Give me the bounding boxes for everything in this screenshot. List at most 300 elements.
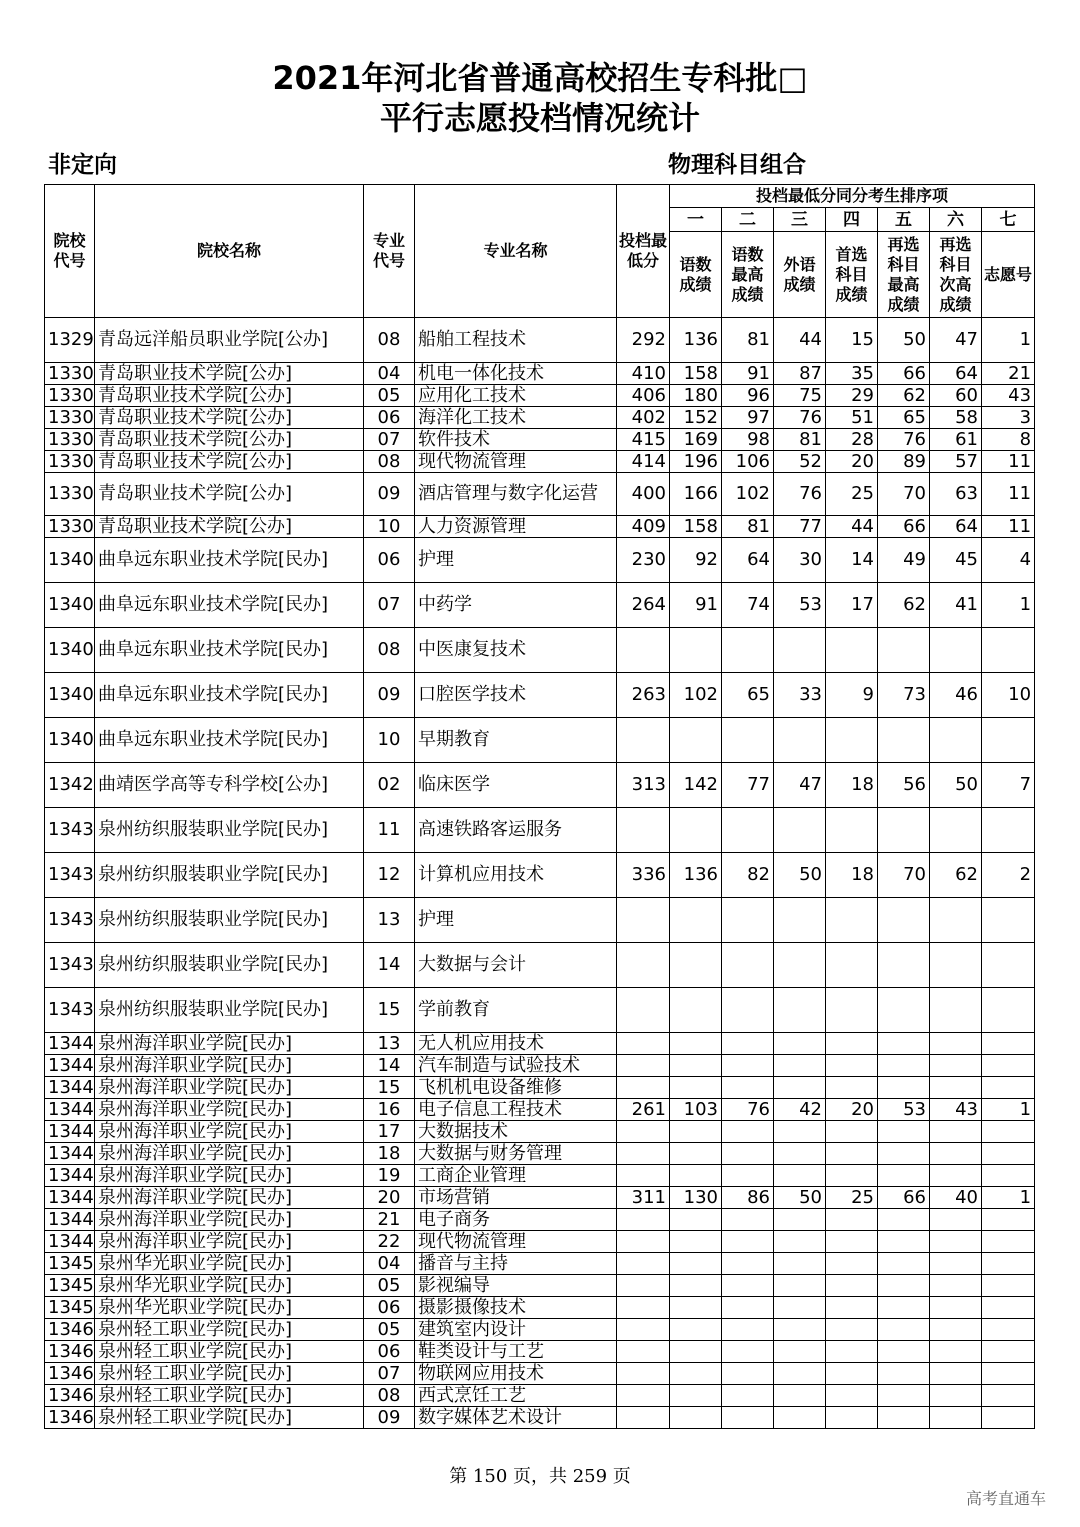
sort-value-cell — [774, 718, 826, 763]
sort-value-cell — [774, 1231, 826, 1253]
table-row — [45, 451, 1035, 473]
major-code-cell: 08 — [364, 451, 415, 473]
min-score-cell: 264 — [617, 583, 670, 628]
sort-value-cell: 70 — [878, 853, 930, 898]
sort-value-cell: 25 — [826, 1187, 878, 1209]
sort-value-cell — [930, 1341, 982, 1363]
sort-value-cell: 50 — [774, 1187, 826, 1209]
sort-value-cell — [722, 1363, 774, 1385]
sort-value-cell — [930, 943, 982, 988]
header-school-code: 院校代号 — [45, 185, 95, 318]
table-row — [45, 1187, 1035, 1209]
table-row — [45, 429, 1035, 451]
major-name-cell: 电子商务 — [415, 1209, 617, 1231]
major-name-cell: 工商企业管理 — [415, 1165, 617, 1187]
sort-value-cell: 52 — [774, 451, 826, 473]
sort-value-cell: 10 — [982, 673, 1035, 718]
sort-value-cell — [982, 988, 1035, 1033]
sort-value-cell: 86 — [722, 1187, 774, 1209]
major-name-cell: 人力资源管理 — [415, 516, 617, 538]
sort-value-cell — [722, 1231, 774, 1253]
sort-value-cell: 1 — [982, 318, 1035, 363]
sort-value-cell: 7 — [982, 763, 1035, 808]
sort-value-cell: 43 — [930, 1099, 982, 1121]
sort-value-cell — [670, 1121, 722, 1143]
table-row — [45, 1033, 1035, 1055]
major-code-cell: 13 — [364, 1033, 415, 1055]
subject-combination-label: 物理科目组合 — [668, 152, 806, 178]
school-code-cell: 1330 — [45, 407, 95, 429]
major-code-cell: 02 — [364, 763, 415, 808]
category-label: 非定向 — [48, 152, 117, 178]
school-name-cell: 泉州纺织服装职业学院[民办] — [95, 853, 364, 898]
sort-value-cell: 65 — [722, 673, 774, 718]
table-row — [45, 1363, 1035, 1385]
sort-value-cell — [722, 1209, 774, 1231]
major-code-cell: 05 — [364, 385, 415, 407]
major-name-cell: 大数据技术 — [415, 1121, 617, 1143]
sort-value-cell: 20 — [826, 1099, 878, 1121]
sort-value-cell — [982, 1143, 1035, 1165]
min-score-cell — [617, 1033, 670, 1055]
major-name-cell: 影视编导 — [415, 1275, 617, 1297]
sort-value-cell — [930, 1297, 982, 1319]
school-name-cell: 泉州海洋职业学院[民办] — [95, 1187, 364, 1209]
page-title-line2: 平行志愿投档情况统计 — [379, 99, 700, 137]
sort-value-cell: 74 — [722, 583, 774, 628]
header-order-1: 一 — [670, 208, 722, 232]
sort-value-cell — [826, 1341, 878, 1363]
sort-value-cell — [826, 1033, 878, 1055]
sort-value-cell: 75 — [774, 385, 826, 407]
table-row — [45, 673, 1035, 718]
min-score-cell — [617, 1407, 670, 1429]
table-row — [45, 385, 1035, 407]
sort-value-cell — [722, 1143, 774, 1165]
min-score-cell — [617, 1165, 670, 1187]
major-name-cell: 护理 — [415, 898, 617, 943]
sort-value-cell: 62 — [930, 853, 982, 898]
sort-value-cell — [878, 1341, 930, 1363]
major-name-cell: 飞机机电设备维修 — [415, 1077, 617, 1099]
sort-value-cell: 43 — [982, 385, 1035, 407]
school-name-cell: 泉州海洋职业学院[民办] — [95, 1077, 364, 1099]
school-code-cell: 1344 — [45, 1187, 95, 1209]
school-name-cell: 泉州轻工职业学院[民办] — [95, 1319, 364, 1341]
school-name-cell: 泉州华光职业学院[民办] — [95, 1253, 364, 1275]
min-score-cell — [617, 988, 670, 1033]
sort-value-cell: 21 — [982, 363, 1035, 385]
school-name-cell: 泉州海洋职业学院[民办] — [95, 1033, 364, 1055]
min-score-cell — [617, 898, 670, 943]
major-code-cell: 17 — [364, 1121, 415, 1143]
school-name-cell: 泉州华光职业学院[民办] — [95, 1275, 364, 1297]
sort-value-cell: 35 — [826, 363, 878, 385]
major-name-cell: 大数据与财务管理 — [415, 1143, 617, 1165]
school-code-cell: 1344 — [45, 1209, 95, 1231]
major-name-cell: 播音与主持 — [415, 1253, 617, 1275]
sort-value-cell — [826, 1385, 878, 1407]
sort-value-cell: 81 — [722, 318, 774, 363]
sort-value-cell — [774, 1363, 826, 1385]
school-code-cell: 1329 — [45, 318, 95, 363]
school-name-cell: 曲靖医学高等专科学校[公办] — [95, 763, 364, 808]
sort-value-cell — [826, 988, 878, 1033]
sort-value-cell — [670, 1143, 722, 1165]
sort-value-cell: 66 — [878, 1187, 930, 1209]
school-code-cell: 1344 — [45, 1077, 95, 1099]
school-code-cell: 1346 — [45, 1319, 95, 1341]
sort-value-cell: 103 — [670, 1099, 722, 1121]
min-score-cell — [617, 1055, 670, 1077]
major-code-cell: 08 — [364, 1385, 415, 1407]
sort-value-cell — [722, 1341, 774, 1363]
sort-value-cell: 70 — [878, 473, 930, 516]
sort-value-cell — [982, 1341, 1035, 1363]
school-name-cell: 泉州纺织服装职业学院[民办] — [95, 943, 364, 988]
major-name-cell: 现代物流管理 — [415, 1231, 617, 1253]
school-name-cell: 泉州轻工职业学院[民办] — [95, 1385, 364, 1407]
table-row — [45, 988, 1035, 1033]
sort-value-cell: 102 — [722, 473, 774, 516]
table-row — [45, 1055, 1035, 1077]
sort-value-cell — [722, 808, 774, 853]
table-row — [45, 1275, 1035, 1297]
sort-value-cell: 9 — [826, 673, 878, 718]
major-name-cell: 西式烹饪工艺 — [415, 1385, 617, 1407]
sort-value-cell: 166 — [670, 473, 722, 516]
major-name-cell: 应用化工技术 — [415, 385, 617, 407]
min-score-cell — [617, 1341, 670, 1363]
school-name-cell: 泉州轻工职业学院[民办] — [95, 1363, 364, 1385]
school-code-cell: 1344 — [45, 1231, 95, 1253]
school-code-cell: 1344 — [45, 1121, 95, 1143]
sort-value-cell — [774, 1121, 826, 1143]
major-name-cell: 口腔医学技术 — [415, 673, 617, 718]
sort-value-cell: 65 — [878, 407, 930, 429]
sort-value-cell: 158 — [670, 516, 722, 538]
table-row — [45, 1077, 1035, 1099]
sort-value-cell — [722, 1165, 774, 1187]
school-code-cell: 1330 — [45, 451, 95, 473]
sort-value-cell — [774, 1209, 826, 1231]
sort-value-cell: 42 — [774, 1099, 826, 1121]
sort-value-cell: 18 — [826, 853, 878, 898]
school-code-cell: 1343 — [45, 808, 95, 853]
sort-value-cell: 102 — [670, 673, 722, 718]
sort-value-cell — [670, 1385, 722, 1407]
sort-value-cell — [670, 1275, 722, 1297]
major-code-cell: 07 — [364, 1363, 415, 1385]
sort-value-cell — [878, 1231, 930, 1253]
sort-value-cell — [722, 1407, 774, 1429]
sort-value-cell: 30 — [774, 538, 826, 583]
major-code-cell: 12 — [364, 853, 415, 898]
sort-value-cell: 136 — [670, 318, 722, 363]
school-name-cell: 泉州海洋职业学院[民办] — [95, 1143, 364, 1165]
header-sort-item-1: 语数成绩 — [670, 232, 722, 318]
sort-value-cell — [878, 1275, 930, 1297]
sort-value-cell — [670, 1319, 722, 1341]
header-order-5: 五 — [878, 208, 930, 232]
school-name-cell: 泉州纺织服装职业学院[民办] — [95, 988, 364, 1033]
sort-value-cell: 44 — [826, 516, 878, 538]
sort-value-cell: 15 — [826, 318, 878, 363]
sort-value-cell: 40 — [930, 1187, 982, 1209]
min-score-cell — [617, 808, 670, 853]
sort-value-cell — [670, 1055, 722, 1077]
major-code-cell: 14 — [364, 1055, 415, 1077]
major-name-cell: 早期教育 — [415, 718, 617, 763]
sort-value-cell — [930, 988, 982, 1033]
sort-value-cell: 98 — [722, 429, 774, 451]
major-name-cell: 建筑室内设计 — [415, 1319, 617, 1341]
sort-value-cell — [982, 1231, 1035, 1253]
school-code-cell: 1330 — [45, 473, 95, 516]
sort-value-cell — [878, 1407, 930, 1429]
school-name-cell: 泉州轻工职业学院[民办] — [95, 1407, 364, 1429]
sort-value-cell: 50 — [878, 318, 930, 363]
header-sort-item-5: 再选科目最高成绩 — [878, 232, 930, 318]
sort-value-cell: 46 — [930, 673, 982, 718]
sort-value-cell — [982, 1363, 1035, 1385]
sort-value-cell: 91 — [722, 363, 774, 385]
header-sort-item-2: 语数最高成绩 — [722, 232, 774, 318]
sort-value-cell — [826, 1297, 878, 1319]
table-row — [45, 898, 1035, 943]
sort-value-cell — [930, 1319, 982, 1341]
table-row — [45, 516, 1035, 538]
sort-value-cell: 1 — [982, 1187, 1035, 1209]
school-name-cell: 曲阜远东职业技术学院[民办] — [95, 538, 364, 583]
sort-value-cell — [982, 628, 1035, 673]
sort-value-cell — [774, 1385, 826, 1407]
school-name-cell: 泉州海洋职业学院[民办] — [95, 1209, 364, 1231]
table-row — [45, 583, 1035, 628]
sort-value-cell — [774, 1077, 826, 1099]
school-code-cell: 1343 — [45, 988, 95, 1033]
sort-value-cell: 76 — [774, 407, 826, 429]
sort-value-cell: 82 — [722, 853, 774, 898]
sort-value-cell — [774, 1407, 826, 1429]
sort-value-cell: 28 — [826, 429, 878, 451]
school-code-cell: 1330 — [45, 429, 95, 451]
school-code-cell: 1344 — [45, 1033, 95, 1055]
sort-value-cell — [826, 1165, 878, 1187]
major-name-cell: 物联网应用技术 — [415, 1363, 617, 1385]
sort-value-cell — [826, 718, 878, 763]
sort-value-cell: 1 — [982, 1099, 1035, 1121]
major-code-cell: 06 — [364, 1297, 415, 1319]
major-code-cell: 20 — [364, 1187, 415, 1209]
min-score-cell: 402 — [617, 407, 670, 429]
school-code-cell: 1344 — [45, 1099, 95, 1121]
sort-value-cell: 17 — [826, 583, 878, 628]
sort-value-cell: 106 — [722, 451, 774, 473]
sort-value-cell: 87 — [774, 363, 826, 385]
sort-value-cell — [878, 1121, 930, 1143]
sort-value-cell: 180 — [670, 385, 722, 407]
major-code-cell: 09 — [364, 473, 415, 516]
sort-value-cell — [722, 898, 774, 943]
sort-value-cell — [774, 1297, 826, 1319]
major-code-cell: 19 — [364, 1165, 415, 1187]
school-code-cell: 1340 — [45, 718, 95, 763]
sort-value-cell — [774, 898, 826, 943]
sort-value-cell — [930, 1077, 982, 1099]
major-code-cell: 11 — [364, 808, 415, 853]
sort-value-cell: 11 — [982, 451, 1035, 473]
sort-value-cell — [826, 1209, 878, 1231]
min-score-cell: 400 — [617, 473, 670, 516]
sort-value-cell: 58 — [930, 407, 982, 429]
sort-value-cell: 76 — [774, 473, 826, 516]
table-row — [45, 363, 1035, 385]
sort-value-cell — [982, 1407, 1035, 1429]
sort-value-cell — [826, 628, 878, 673]
sort-value-cell — [982, 1385, 1035, 1407]
school-code-cell: 1343 — [45, 898, 95, 943]
sort-value-cell — [982, 898, 1035, 943]
major-code-cell: 15 — [364, 988, 415, 1033]
major-name-cell: 软件技术 — [415, 429, 617, 451]
min-score-cell: 410 — [617, 363, 670, 385]
sort-value-cell: 8 — [982, 429, 1035, 451]
major-name-cell: 高速铁路客运服务 — [415, 808, 617, 853]
school-code-cell: 1340 — [45, 673, 95, 718]
sort-value-cell: 96 — [722, 385, 774, 407]
sort-value-cell — [878, 1253, 930, 1275]
table-row — [45, 718, 1035, 763]
sort-value-cell: 64 — [930, 363, 982, 385]
header-tiebreak-group: 投档最低分同分考生排序项 — [670, 185, 1035, 208]
sort-value-cell — [722, 1055, 774, 1077]
school-code-cell: 1344 — [45, 1165, 95, 1187]
sort-value-cell — [670, 1077, 722, 1099]
school-code-cell: 1346 — [45, 1407, 95, 1429]
header-order-4: 四 — [826, 208, 878, 232]
min-score-cell — [617, 1143, 670, 1165]
sort-value-cell: 53 — [878, 1099, 930, 1121]
sort-value-cell — [878, 628, 930, 673]
sort-value-cell: 77 — [722, 763, 774, 808]
sort-value-cell — [670, 718, 722, 763]
sort-value-cell — [670, 808, 722, 853]
sort-value-cell — [722, 943, 774, 988]
table-row — [45, 1341, 1035, 1363]
sort-value-cell: 51 — [826, 407, 878, 429]
sort-value-cell — [878, 808, 930, 853]
sort-value-cell: 66 — [878, 516, 930, 538]
sort-value-cell — [982, 1319, 1035, 1341]
sort-value-cell — [826, 808, 878, 853]
sort-value-cell — [826, 1275, 878, 1297]
sort-value-cell — [930, 1143, 982, 1165]
sort-value-cell — [930, 1385, 982, 1407]
major-code-cell: 06 — [364, 538, 415, 583]
min-score-cell — [617, 943, 670, 988]
min-score-cell: 261 — [617, 1099, 670, 1121]
header-order-2: 二 — [722, 208, 774, 232]
table-header — [45, 185, 1035, 318]
sort-value-cell — [774, 1143, 826, 1165]
sort-value-cell — [982, 1297, 1035, 1319]
table-row — [45, 1209, 1035, 1231]
sort-value-cell — [878, 1055, 930, 1077]
major-name-cell: 中医康复技术 — [415, 628, 617, 673]
major-name-cell: 市场营销 — [415, 1187, 617, 1209]
header-order-3: 三 — [774, 208, 826, 232]
sort-value-cell — [774, 988, 826, 1033]
sort-value-cell — [826, 943, 878, 988]
sort-value-cell: 130 — [670, 1187, 722, 1209]
sort-value-cell — [930, 1209, 982, 1231]
major-code-cell: 10 — [364, 718, 415, 763]
sort-value-cell — [930, 1033, 982, 1055]
school-code-cell: 1330 — [45, 363, 95, 385]
sort-value-cell — [826, 1055, 878, 1077]
school-name-cell: 泉州轻工职业学院[民办] — [95, 1341, 364, 1363]
page-title-line1: 2021年河北省普通高校招生专科批□ — [272, 59, 808, 97]
sort-value-cell — [722, 1253, 774, 1275]
sort-value-cell — [930, 1407, 982, 1429]
sort-value-cell: 25 — [826, 473, 878, 516]
table-row — [45, 1297, 1035, 1319]
sort-value-cell — [826, 1231, 878, 1253]
school-name-cell: 泉州海洋职业学院[民办] — [95, 1231, 364, 1253]
major-name-cell: 鞋类设计与工艺 — [415, 1341, 617, 1363]
min-score-cell — [617, 1319, 670, 1341]
sort-value-cell: 152 — [670, 407, 722, 429]
sort-value-cell — [670, 1253, 722, 1275]
sort-value-cell: 50 — [774, 853, 826, 898]
sort-value-cell — [878, 1077, 930, 1099]
sort-value-cell: 60 — [930, 385, 982, 407]
table-row — [45, 763, 1035, 808]
major-code-cell: 14 — [364, 943, 415, 988]
header-order-6: 六 — [930, 208, 982, 232]
header-sort-item-6: 再选科目次高成绩 — [930, 232, 982, 318]
school-name-cell: 泉州海洋职业学院[民办] — [95, 1099, 364, 1121]
sort-value-cell: 142 — [670, 763, 722, 808]
sort-value-cell — [982, 808, 1035, 853]
school-name-cell: 曲阜远东职业技术学院[民办] — [95, 583, 364, 628]
school-code-cell: 1342 — [45, 763, 95, 808]
sort-value-cell: 73 — [878, 673, 930, 718]
table-row — [45, 1099, 1035, 1121]
school-code-cell: 1340 — [45, 583, 95, 628]
major-name-cell: 酒店管理与数字化运营 — [415, 473, 617, 516]
sort-value-cell: 97 — [722, 407, 774, 429]
sort-value-cell — [930, 1253, 982, 1275]
major-name-cell: 现代物流管理 — [415, 451, 617, 473]
sort-value-cell — [930, 1363, 982, 1385]
header-sort-item-3: 外语成绩 — [774, 232, 826, 318]
major-code-cell: 06 — [364, 407, 415, 429]
min-score-cell: 406 — [617, 385, 670, 407]
sort-value-cell: 53 — [774, 583, 826, 628]
table-row — [45, 473, 1035, 516]
major-name-cell: 电子信息工程技术 — [415, 1099, 617, 1121]
sort-value-cell — [826, 1077, 878, 1099]
sort-value-cell: 76 — [722, 1099, 774, 1121]
major-code-cell: 06 — [364, 1341, 415, 1363]
school-name-cell: 曲阜远东职业技术学院[民办] — [95, 628, 364, 673]
major-code-cell: 10 — [364, 516, 415, 538]
table-row — [45, 853, 1035, 898]
sort-value-cell: 47 — [774, 763, 826, 808]
sort-value-cell: 20 — [826, 451, 878, 473]
